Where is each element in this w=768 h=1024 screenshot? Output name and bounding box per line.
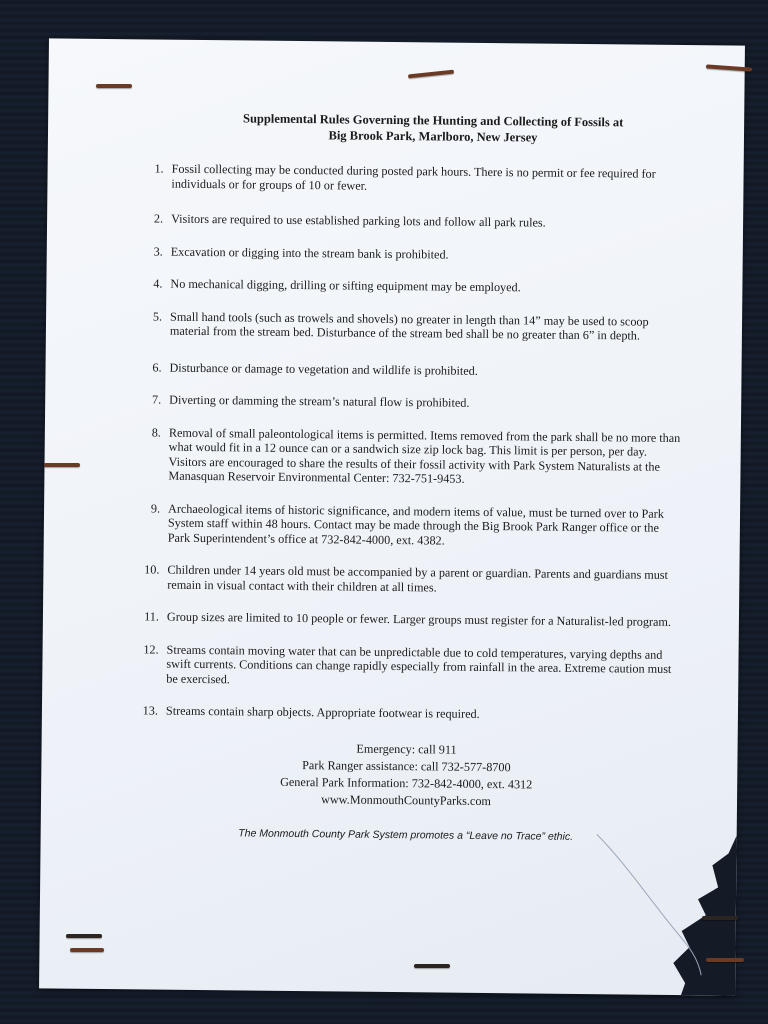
notice-content [131, 109, 689, 843]
rule-text: Children under 14 years old must be accompanied by a parent or guardian. Parents and guardians must remain in visual contact with their children at all times. [167, 562, 669, 594]
rule-number: 4. [153, 276, 163, 291]
staple [66, 934, 102, 938]
title-line-1: Supplemental Rules Governing the Hunting and Collecting of Fossils at [242, 111, 624, 130]
rules-list [132, 161, 688, 723]
rule-text: Archaeological items of historic significance, and modern items of value, must be turned over to Park System staff within 48 hours. Contact may be made through the Big Brook Park Ranger office or the Park Superintendent’s office at 732-842-4000, ext. 4382. [167, 501, 664, 548]
rule-number: 2. [153, 211, 164, 226]
rule-text: Streams contain moving water that can be unpredictable due to cold temperatures, varying depths and swift currents. Conditions can change rapidly especially from rainfall in the area. Extreme caution must be exercised. [166, 642, 672, 686]
rule-number: 1. [154, 161, 164, 176]
rule-number: 10. [144, 562, 160, 577]
rule-text: Visitors are required to use established parking lots and follow all park rules. [171, 211, 546, 230]
rule-number: 6. [152, 359, 162, 375]
rule-number: 11. [144, 609, 160, 624]
rule-item [133, 609, 683, 629]
rule-item [134, 425, 685, 489]
rule-text: Diverting or damming the stream’s natural flow is prohibited. [169, 392, 470, 410]
rule-number: 8. [151, 424, 161, 440]
rule-item [136, 276, 686, 296]
ranger-line: Park Ranger assistance: call 732-577-8700 [302, 757, 511, 774]
rule-text: No mechanical digging, drilling or sifting equipment may be employed. [170, 276, 521, 295]
rule-text: Small hand tools (such as trowels and shovels) no greater in length than 14” may be used to scoop material from the stream bed. Disturbance of the stream bed shall be no greater than 6” in depth. [169, 309, 649, 343]
rule-number: 3. [153, 243, 163, 259]
staple [70, 948, 104, 952]
rule-text: Disturbance or damage to vegetation and wildlife is prohibited. [169, 360, 478, 378]
notice-title [178, 110, 688, 147]
rule-item [132, 642, 682, 691]
rule-item [137, 161, 687, 196]
notice-paper [39, 38, 745, 995]
contact-block [131, 738, 682, 812]
rule-item [134, 501, 684, 550]
rule-number: 13. [142, 703, 159, 718]
rule-number: 9. [150, 500, 161, 516]
rule-text: Fossil collecting may be conducted during posted park hours. There is no permit or fee required for individuals or for groups of 10 or fewer. [171, 161, 656, 193]
rule-number: 12. [143, 641, 159, 657]
leave-no-trace-line: The Monmouth County Park System promotes a “Leave no Trace” ethic. [238, 826, 574, 843]
rule-item [135, 360, 685, 380]
title-line-2: Big Brook Park, Marlboro, New Jersey [328, 128, 538, 145]
general-info-line: General Park Information: 732-842-4000, ext. 4312 [280, 774, 533, 791]
rule-text: Group sizes are limited to 10 people or fewer. Larger groups must register for a Naturalist-led program. [166, 609, 672, 629]
rule-item [132, 703, 682, 723]
rule-number: 7. [152, 392, 162, 407]
staple [706, 958, 744, 962]
staple [702, 916, 738, 920]
website-line: www.MonmouthCountyParks.com [321, 791, 492, 808]
rule-text: Excavation or digging into the stream bank is prohibited. [170, 244, 449, 262]
emergency-line: Emergency: call 911 [356, 741, 457, 757]
staple [96, 84, 132, 88]
rule-item [137, 211, 687, 231]
staple [414, 964, 450, 968]
rule-item [135, 392, 685, 412]
rule-item [136, 309, 686, 344]
rule-text: Streams contain sharp objects. Appropriate footwear is required. [165, 703, 480, 721]
rule-number: 5. [152, 308, 163, 324]
torn-paper-corner [585, 834, 737, 996]
rule-text: Removal of small paleontological items is permitted. Items removed from the park shall be no more than what would fit in a 12 ounce can or a sandwich size zip lock bag. This limit is per person, per day. Visitors are encouraged to share the results of their fossil activity with Park System Naturalists at the Manasquan Reservoir Environmental Center: 732-751-9453. [168, 425, 681, 486]
rule-item [133, 562, 683, 597]
rule-item [137, 244, 687, 264]
staple [44, 463, 80, 467]
